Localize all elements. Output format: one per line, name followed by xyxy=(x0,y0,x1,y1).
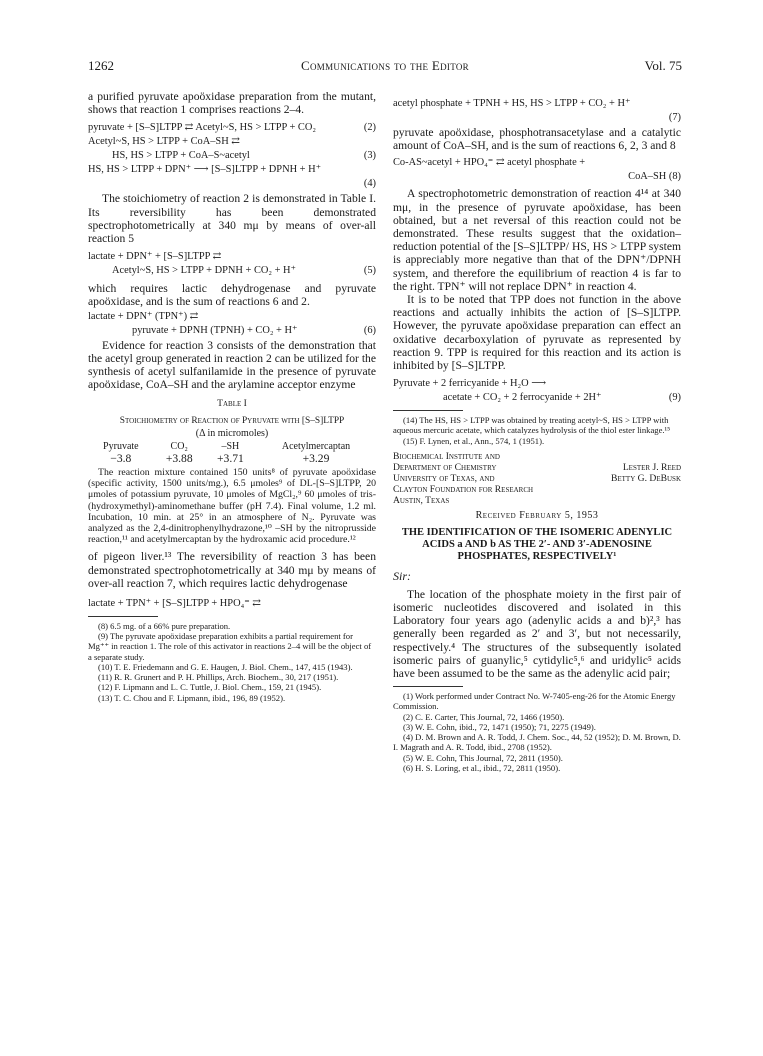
equation-number: (8) xyxy=(668,171,681,183)
equation-7-line-1: lactate + TPN⁺ + [S–S]LTPP + HPO₄⁼ ⇄ xyxy=(88,598,261,610)
table-cell: −3.8 xyxy=(110,452,132,466)
footnote: (13) T. C. Chou and F. Lipmann, ibid., 196, 89 (1952). xyxy=(98,692,286,703)
table-note: The reaction mixture contained 150 units⁸ of pyruvate apoöxidase (specific activity, 1500 units/mg.), 6.5 μmoles⁹ of DL-[S–S]LTPP, 20 μmoles of potassium pyruvate, 10 μmoles of MgCl₂,⁹ 60 μmoles of tris-(hydroxymethyl)-aminomethane buffer (pH 7.4). Final volume, 1.2 ml. Incubation, 10 min. at 25° in an atmosphere of N₂. Pyruvate was analyzed as the 2,4-dinitrophenylhydrazone,¹⁰ –SH by the nitroprusside reaction,¹¹ and acetylmercaptan by the hydroxamic acid procedure.¹² xyxy=(88,467,376,546)
paragraph: It is to be noted that TPP does not function in the above reactions and actually inhibits the action of [S–S]LTPP. However, the pyruvate apoöxidase preparation can effect an oxidative decarboxylation of pyruvate as represented by reaction 9. TPP is required for this reaction and its action is inhibited by [S–S]LTPP. xyxy=(393,293,681,373)
footnote: (2) C. E. Carter, This Journal, 72, 1466 (1950). xyxy=(403,711,565,722)
equation-9-line-1: Pyruvate + 2 ferricyanide + H₂O ⟶ xyxy=(393,378,547,390)
running-title: Communications to the Editor xyxy=(301,58,469,73)
author-name: Betty G. DeBusk xyxy=(610,472,681,484)
paragraph: of pigeon liver.¹³ The reversibility of reaction 3 has been demonstrated spectrophotometrically at 340 mμ by means of over-all reaction 7, which requires lactic dehydrogenase xyxy=(88,550,376,590)
equation-number-7: (7) xyxy=(668,112,681,123)
table-cell: +3.88 xyxy=(165,452,193,466)
footnote-rule xyxy=(393,686,463,687)
affiliation-line: University of Texas, and Betty G. DeBusk xyxy=(393,472,681,484)
equation-9-line-2: acetate + CO₂ + 2 ferrocyanide + 2H⁺ (9) xyxy=(443,392,681,404)
equation-3-line-1: Acetyl~S, HS > LTPP + CoA–SH ⇄ xyxy=(88,136,241,148)
footnote: (6) H. S. Loring, et al., ibid., 72, 2811 (1950). xyxy=(403,762,561,773)
affiliation-line: Biochemical Institute and xyxy=(393,450,500,462)
paragraph: The location of the phosphate moiety in the first pair of isomeric nucleotides discovered and isolated in this Laboratory four years ago (adenylic acids a and b)²,³ has generally been regarded as 2′ and 3′, but not necessarily, respectively.⁴ The structures of the subsequently isolated isomeric pairs of guanylic,⁵ cytidylic⁵,⁶ and uridylic⁵ acids have been assumed to be the same as the adenylic acid pair; xyxy=(393,587,681,681)
footnote: (8) 6.5 mg. of a 66% pure preparation. xyxy=(98,621,231,632)
left-column xyxy=(88,90,376,703)
footnote: (12) F. Lipmann and L. C. Tuttle, J. Biol. Chem., 159, 21 (1945). xyxy=(98,682,322,693)
footnote: (5) W. E. Cohn, This Journal, 72, 2811 (1950). xyxy=(403,752,563,763)
table-header-cell: –SH xyxy=(221,441,240,453)
page-number: 1262 xyxy=(88,58,114,73)
running-header xyxy=(88,58,682,76)
equation-number: (2) xyxy=(363,122,376,134)
equation-5-line-2: Acetyl~S, HS > LTPP + DPNH + CO₂ + H⁺ (5) xyxy=(112,265,376,277)
footnote: (9) The pyruvate apoöxidase preparation exhibits a partial requirement for Mg⁺⁺ in reaction 1. The role of this activator in reactions 2–4 will be the object of a separate study. xyxy=(88,631,372,662)
affiliation-line: Austin, Texas xyxy=(393,494,450,506)
affiliation-line: Clayton Foundation for Research xyxy=(393,483,534,495)
equation-6-line-1: lactate + DPN⁺ (TPN⁺) ⇄ xyxy=(88,310,199,322)
table-header-cell: Acetylmercaptan xyxy=(281,441,351,453)
equation-2: pyruvate + [S–S]LTPP ⇄ Acetyl~S, HS > LTPP + CO₂ (2) xyxy=(88,122,376,134)
table-header-cell: CO₂ xyxy=(170,441,188,453)
affiliation-line: Department of Chemistry Lester J. Reed xyxy=(393,461,681,473)
equation-number: (5) xyxy=(363,265,376,277)
footnote: (1) Work performed under Contract No. W-7405-eng-26 for the Atomic Energy Commission. xyxy=(393,691,676,712)
paragraph: Evidence for reaction 3 consists of the demonstration that the acetyl group generated in reaction 2 can be utilized for the synthesis of acetyl sulfanilamide in the presence of pyruvate apoöxidase, CoA–SH and the arylamine acceptor enzyme xyxy=(88,338,376,392)
table-caption: Stoichiometry of Reaction of Pyruvate with [S–S]LTPP xyxy=(119,415,345,426)
table-row xyxy=(88,452,376,465)
equation-4: HS, HS > LTPP + DPN⁺ ⟶ [S–S]LTPP + DPNH + H⁺ xyxy=(88,164,322,176)
equation-6-line-2: pyruvate + DPNH (TPNH) + CO₂ + H⁺ (6) xyxy=(132,324,376,336)
equation-number: (9) xyxy=(668,392,681,404)
table-units: (Δ in micromoles) xyxy=(195,427,269,439)
salutation: Sir: xyxy=(393,568,411,583)
table-cell: +3.29 xyxy=(302,452,330,466)
table-header-row xyxy=(88,441,376,452)
footnote: (11) R. R. Grunert and P. H. Phillips, Arch. Biochem., 30, 217 (1951). xyxy=(98,672,339,683)
equation-7-line-2: acetyl phosphate + TPNH + HS, HS > LTPP + CO₂ + H⁺ xyxy=(393,98,631,109)
equation-number-4: (4) xyxy=(363,178,376,190)
right-column xyxy=(393,90,681,773)
footnote-rule xyxy=(88,616,158,617)
footnote: (3) W. E. Cohn, ibid., 72, 1471 (1950); 71, 2275 (1949). xyxy=(403,721,596,732)
equation-number: (3) xyxy=(363,150,376,162)
equation-3-line-2: HS, HS > LTPP + CoA–S~acetyl (3) xyxy=(112,150,376,162)
author-name: Lester J. Reed xyxy=(622,461,681,473)
volume-number: Vol. 75 xyxy=(644,58,682,73)
footnote: (10) T. E. Friedemann and G. E. Haugen, J. Biol. Chem., 147, 415 (1943). xyxy=(98,661,353,672)
footnote-rule xyxy=(393,410,463,411)
paragraph: which requires lactic dehydrogenase and pyruvate apoöxidase, and is the sum of reactions 6 and 2. xyxy=(88,282,376,309)
table-cell: +3.71 xyxy=(216,452,244,466)
received-date: Received February 5, 1953 xyxy=(475,509,599,521)
table-header-cell: Pyruvate xyxy=(103,441,139,453)
footnote: (4) D. M. Brown and A. R. Todd, J. Chem. Soc., 44, 52 (1952); D. M. Brown, D. I. Magrath and A. R. Todd, ibid., 2708 (1952). xyxy=(393,732,681,753)
paragraph: The stoichiometry of reaction 2 is demonstrated in Table I. Its reversibility has been demonstrated spectrophotometrically at 340 mμ by means of over-all reaction 5 xyxy=(88,192,376,246)
equation-8-line-1: Co-AS~acetyl + HPO₄⁼ ⇄ acetyl phosphate + xyxy=(393,157,586,169)
equation-5-line-1: lactate + DPN⁺ + [S–S]LTPP ⇄ xyxy=(88,251,222,263)
paragraph: A spectrophotometric demonstration of reaction 4¹⁴ at 340 mμ, in the presence of pyruvate apoöxidase, has been obtained, but a net reversal of this reaction could not be demonstrated. These results suggest that the oxidation–reduction potential of the [S–S]LTPP/ HS, HS > LTPP system is appreciably more negative than that of the DPN⁺/DPNH system, and therefore the equilibrium of reaction 4 is far to the right. TPN⁺ will not replace DPN⁺ in reaction 4. xyxy=(393,187,681,293)
footnote: (15) F. Lynen, et al., Ann., 574, 1 (1951). xyxy=(403,435,545,446)
footnote: (14) The HS, HS > LTPP was obtained by treating acetyl~S, HS > LTPP with aqueous mercuric acetate, which catalyzes hydrolysis of the thiol ester linkage.¹⁵ xyxy=(393,415,671,436)
stoichiometry-table xyxy=(88,441,376,465)
equation-number: (6) xyxy=(363,324,376,336)
article-title: THE IDENTIFICATION OF THE ISOMERIC ADENYLIC ACIDS a AND b AS THE 2′- AND 3′-ADENOSINE PHOSPHATES, RESPECTIVELY¹ xyxy=(401,526,673,562)
intro-paragraph: a purified pyruvate apoöxidase preparation from the mutant, shows that reaction 1 comprises reactions 2–4. xyxy=(88,90,376,117)
table-title: Table I xyxy=(217,398,247,410)
paragraph: pyruvate apoöxidase, phosphotransacetylase and a catalytic amount of CoA–SH, and is the sum of reactions 6, 2, 3 and 8 xyxy=(393,126,681,153)
equation-8-line-2: CoA–SH (8) xyxy=(628,171,681,183)
signature-block xyxy=(393,451,681,506)
